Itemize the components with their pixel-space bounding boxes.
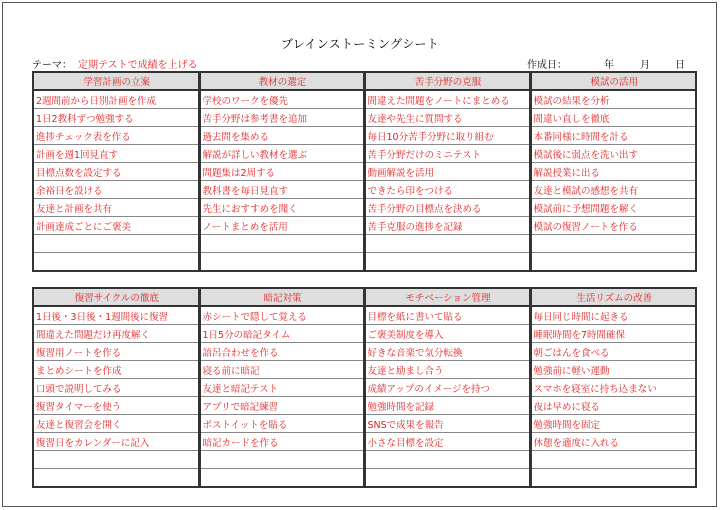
idea-row	[33, 127, 696, 145]
idea-cell[interactable]: 勉強時間を記録	[364, 397, 530, 415]
idea-cell[interactable]	[530, 469, 696, 488]
idea-row	[33, 343, 696, 361]
idea-cell[interactable]: 模試の結果を分析	[530, 90, 696, 109]
idea-cell[interactable]: 暗記カードを作る	[199, 433, 364, 451]
idea-cell[interactable]: アプリで暗記練習	[199, 397, 364, 415]
date-label: 作成日：	[527, 60, 567, 71]
idea-cell[interactable]: 苦手分野の目標点を決める	[364, 199, 530, 217]
idea-cell[interactable]: 友達と計画を共有	[33, 199, 199, 217]
idea-row	[33, 469, 696, 488]
idea-cell[interactable]	[530, 235, 696, 253]
idea-cell[interactable]: 解説授業に出る	[530, 163, 696, 181]
header-row	[33, 72, 696, 90]
idea-cell[interactable]: 2週間前から日別計画を作成	[33, 90, 199, 109]
idea-cell[interactable]: 苦手克服の進捗を記録	[364, 217, 530, 235]
idea-cell[interactable]: 寝る前に暗記	[199, 361, 364, 379]
idea-row	[33, 433, 696, 451]
idea-table-1	[32, 71, 697, 272]
idea-row	[33, 181, 696, 199]
idea-cell[interactable]	[199, 469, 364, 488]
idea-cell[interactable]: 復習日をカレンダーに記入	[33, 433, 199, 451]
idea-row	[33, 235, 696, 253]
theme-value: 定期テストで成績を上げる	[78, 60, 198, 71]
idea-row	[33, 415, 696, 433]
idea-cell[interactable]: 語呂合わせを作る	[199, 343, 364, 361]
idea-cell[interactable]	[199, 451, 364, 469]
idea-cell[interactable]: 模試の復習ノートを作る	[530, 217, 696, 235]
date-month-unit: 月	[640, 60, 650, 71]
idea-cell[interactable]: 1日2教科ずつ勉強する	[33, 109, 199, 127]
idea-cell[interactable]	[33, 235, 199, 253]
idea-cell[interactable]: 友達と模試の感想を共有	[530, 181, 696, 199]
idea-cell[interactable]: 解説が詳しい教材を選ぶ	[199, 145, 364, 163]
idea-cell[interactable]: 余裕日を設ける	[33, 181, 199, 199]
idea-cell[interactable]: 苦手分野だけのミニテスト	[364, 145, 530, 163]
idea-cell[interactable]: 計画達成ごとにご褒美	[33, 217, 199, 235]
idea-table-2	[32, 287, 697, 488]
idea-cell[interactable]: ポストイットを貼る	[199, 415, 364, 433]
idea-cell[interactable]	[364, 469, 530, 488]
idea-cell[interactable]: 成績アップのイメージを持つ	[364, 379, 530, 397]
idea-cell[interactable]: 間違えた問題だけ再度解く	[33, 325, 199, 343]
idea-cell[interactable]	[364, 253, 530, 272]
idea-cell[interactable]: ノートまとめを活用	[199, 217, 364, 235]
idea-cell[interactable]: 口頭で説明してみる	[33, 379, 199, 397]
idea-row	[33, 253, 696, 272]
idea-cell[interactable]: 友達や先生に質問する	[364, 109, 530, 127]
idea-cell[interactable]: 友達と励まし合う	[364, 361, 530, 379]
theme-line	[32, 56, 198, 71]
idea-cell[interactable]: 計画を週1回見直す	[33, 145, 199, 163]
idea-cell[interactable]: 目標点数を設定する	[33, 163, 199, 181]
idea-row	[33, 90, 696, 109]
idea-row	[33, 109, 696, 127]
category-header: 暗記対策	[199, 288, 364, 306]
idea-row	[33, 217, 696, 235]
idea-row	[33, 361, 696, 379]
category-header: 教材の選定	[199, 72, 364, 90]
idea-cell[interactable]: 1日後・3日後・1週間後に復習	[33, 306, 199, 325]
idea-row	[33, 325, 696, 343]
idea-cell[interactable]: 模試前に予想問題を解く	[530, 199, 696, 217]
category-header: 苦手分野の克服	[364, 72, 530, 90]
idea-row	[33, 397, 696, 415]
idea-cell[interactable]: 友達と復習会を開く	[33, 415, 199, 433]
idea-cell[interactable]: ご褒美制度を導入	[364, 325, 530, 343]
idea-cell[interactable]	[199, 235, 364, 253]
idea-cell[interactable]: 好きな音楽で気分転換	[364, 343, 530, 361]
idea-cell[interactable]: できたら印をつける	[364, 181, 530, 199]
idea-cell[interactable]: 目標を紙に書いて貼る	[364, 306, 530, 325]
idea-cell[interactable]: 1日5分の暗記タイム	[199, 325, 364, 343]
idea-cell[interactable]	[530, 253, 696, 272]
idea-cell[interactable]: 夜は早めに寝る	[530, 397, 696, 415]
idea-cell[interactable]: 本番同様に時間を計る	[530, 127, 696, 145]
idea-cell[interactable]: 苦手分野は参考書を追加	[199, 109, 364, 127]
idea-cell[interactable]: 学校のワークを優先	[199, 90, 364, 109]
idea-cell[interactable]	[364, 235, 530, 253]
idea-cell[interactable]: 勉強前に軽い運動	[530, 361, 696, 379]
idea-row	[33, 451, 696, 469]
idea-cell[interactable]: 小さな目標を設定	[364, 433, 530, 451]
idea-cell[interactable]: 先生におすすめを聞く	[199, 199, 364, 217]
idea-cell[interactable]: 問題集は2周する	[199, 163, 364, 181]
category-header: 学習計画の立案	[33, 72, 199, 90]
idea-row	[33, 163, 696, 181]
idea-cell[interactable]: 復習タイマーを使う	[33, 397, 199, 415]
idea-cell[interactable]	[199, 253, 364, 272]
idea-cell[interactable]	[364, 451, 530, 469]
idea-cell[interactable]	[33, 469, 199, 488]
page-title: ブレインストーミングシート	[280, 37, 440, 51]
idea-row	[33, 199, 696, 217]
idea-row	[33, 306, 696, 325]
idea-cell[interactable]: 間違えた問題をノートにまとめる	[364, 90, 530, 109]
idea-cell[interactable]: 教科書を毎日見直す	[199, 181, 364, 199]
category-header: 生活リズムの改善	[530, 288, 696, 306]
creation-date	[527, 56, 692, 71]
idea-cell[interactable]: 休憩を適度に入れる	[530, 433, 696, 451]
idea-row	[33, 145, 696, 163]
date-year-unit: 年	[604, 60, 614, 71]
idea-cell[interactable]: まとめシートを作成	[33, 361, 199, 379]
idea-cell[interactable]: 朝ごはんを食べる	[530, 343, 696, 361]
idea-cell[interactable]: 毎日同じ時間に起きる	[530, 306, 696, 325]
idea-cell[interactable]: 動画解説を活用	[364, 163, 530, 181]
idea-row	[33, 379, 696, 397]
idea-cell[interactable]: 復習用ノートを作る	[33, 343, 199, 361]
idea-cell[interactable]	[33, 451, 199, 469]
idea-cell[interactable]: SNSで成果を報告	[364, 415, 530, 433]
category-header: 模試の活用	[530, 72, 696, 90]
idea-cell[interactable]: 勉強時間を固定	[530, 415, 696, 433]
header-row	[33, 288, 696, 306]
idea-cell[interactable]	[530, 451, 696, 469]
idea-cell[interactable]: 毎日10分苦手分野に取り組む	[364, 127, 530, 145]
date-day-unit: 日	[675, 60, 685, 71]
category-header: モチベーション管理	[364, 288, 530, 306]
idea-cell[interactable]: 赤シートで隠して覚える	[199, 306, 364, 325]
theme-label: テーマ：	[32, 60, 72, 71]
idea-cell[interactable]: 模試後に弱点を洗い出す	[530, 145, 696, 163]
category-header: 復習サイクルの徹底	[33, 288, 199, 306]
idea-cell[interactable]: 進捗チェック表を作る	[33, 127, 199, 145]
idea-cell[interactable]: スマホを寝室に持ち込まない	[530, 379, 696, 397]
idea-cell[interactable]: 過去問を集める	[199, 127, 364, 145]
idea-cell[interactable]	[33, 253, 199, 272]
idea-cell[interactable]: 睡眠時間を7時間確保	[530, 325, 696, 343]
idea-cell[interactable]: 友達と暗記テスト	[199, 379, 364, 397]
idea-cell[interactable]: 間違い直しを徹底	[530, 109, 696, 127]
